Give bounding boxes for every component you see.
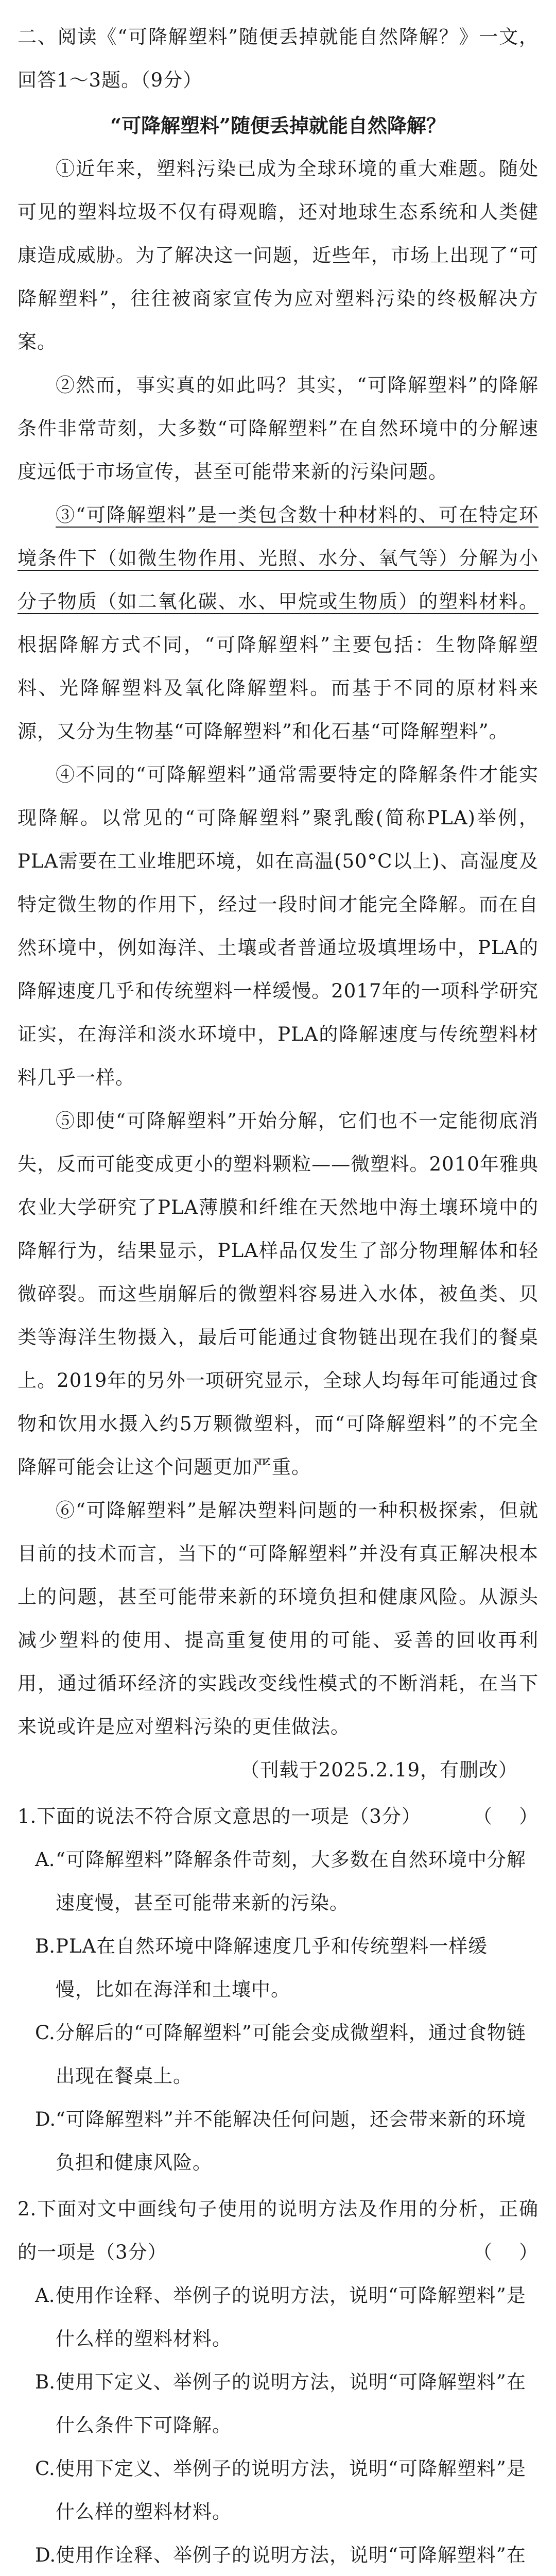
- section-intro: 二、阅读《“可降解塑料”随便丢掉就能自然降解？》一文，回答1～3题。（9分）: [18, 26, 538, 91]
- paragraph-4: ④不同的“可降解塑料”通常需要特定的降解条件才能实现降解。以常见的“可降解塑料”聚乳酸(简称PLA)举例，PLA需要在工业堆肥环境，如在高温(50°C以上)、高湿度及特定微生物的作用下，经过一段时间才能完全降解。而在自然环境中，例如海洋、土壤或者普通垃圾填埋场中，PLA的降解速度几乎和传统塑料一样缓慢。2017年的一项科学研究证实，在海洋和淡水环境中，PLA的降解速度与传统塑料材料几乎一样。: [18, 764, 538, 1089]
- question-stem: [18, 2188, 538, 2274]
- option-text: 使用作诠释、举例子的说明方法，说明“可降解塑料”是什么样的塑料材料。: [56, 2284, 526, 2350]
- paragraph-1: ①近年来，塑料污染已成为全球环境的重大难题。随处可见的塑料垃圾不仅有碍观瞻，还对地球生态系统和人类健康造成威胁。为了解决这一问题，近些年，市场上出现了“可降解塑料”，往往被商家宣传为应对塑料污染的终极解决方案。: [18, 158, 538, 353]
- option-key: B.: [35, 1935, 55, 1957]
- option-text: 使用下定义、举例子的说明方法，说明“可降解塑料”在什么条件下可降解。: [56, 2371, 526, 2436]
- paragraph-5: ⑤即使“可降解塑料”开始分解，它们也不一定能彻底消失，反而可能变成更小的塑料颗粒——微塑料。2010年雅典农业大学研究了PLA薄膜和纤维在天然地中海土壤环境中的降解行为，结果显示，PLA样品仅发生了部分物理解体和轻微碎裂。而这些崩解后的微塑料容易进入水体，被鱼类、贝类等海洋生物摄入，最后可能通过食物链出现在我们的餐桌上。2019年的另外一项研究显示，全球人均每年可能通过食物和饮用水摄入约5万颗微塑料，而“可降解塑料”的不完全降解可能会让这个问题更加严重。: [18, 1110, 538, 1478]
- paragraph-3-rest: 根据降解方式不同，“可降解塑料”主要包括：生物降解塑料、光降解塑料及氧化降解塑料。而基于不同的原材料来源，又分为生物基“可降解塑料”和化石基“可降解塑料”。: [18, 634, 538, 742]
- option-key: B.: [35, 2371, 55, 2393]
- option-b[interactable]: [18, 2361, 538, 2447]
- paragraph-3: [18, 494, 538, 753]
- option-text: 分解后的“可降解塑料”可能会变成微塑料，通过食物链出现在餐桌上。: [56, 2022, 526, 2087]
- option-key: A.: [35, 2284, 55, 2307]
- answer-paren[interactable]: （ ）: [473, 1805, 538, 1827]
- option-c[interactable]: [18, 2447, 538, 2534]
- option-d[interactable]: [18, 2534, 538, 2576]
- option-text: 使用作诠释、举例子的说明方法，说明“可降解塑料”在: [56, 2544, 526, 2566]
- underlined-sentence: ③“可降解塑料”是一类包含数十种材料的、可在特定环境条件下（如微生物作用、光照、水分、氧气等）分解为小分子物质（如二氧化碳、水、甲烷或生物质）的塑料材料。: [18, 504, 538, 613]
- option-text: “可降解塑料”并不能解决任何问题，还会带来新的环境负担和健康风险。: [56, 2108, 526, 2174]
- option-key: D.: [35, 2544, 56, 2566]
- option-a[interactable]: [18, 1838, 538, 1925]
- option-key: C.: [35, 2022, 55, 2044]
- question-1: [18, 1795, 538, 2184]
- option-text: “可降解塑料”降解条件苛刻，大多数在自然环境中分解速度慢，甚至可能带来新的污染。: [56, 1849, 526, 1914]
- article-title: “可降解塑料”随便丢掉就能自然降解？: [110, 114, 446, 137]
- question-stem-row: [18, 1795, 538, 1838]
- answer-paren[interactable]: （ ）: [473, 2241, 538, 2263]
- source-note: （刊载于2025.2.19，有删改）: [240, 1759, 518, 1781]
- option-text: 使用下定义、举例子的说明方法，说明“可降解塑料”是什么样的塑料材料。: [56, 2458, 526, 2523]
- paragraph-6: ⑥“可降解塑料”是解决塑料问题的一种积极探索，但就目前的技术而言，当下的“可降解塑料”并没有真正解决根本上的问题，甚至可能带来新的环境负担和健康风险。从源头减少塑料的使用、提高重复使用的可能、妥善的回收再利用，通过循环经济的实践改变线性模式的不断消耗，在当下来说或许是应对塑料污染的更佳做法。: [18, 1499, 538, 1738]
- option-a[interactable]: [18, 2274, 538, 2361]
- option-d[interactable]: [18, 2098, 538, 2184]
- option-text: PLA在自然环境中降解速度几乎和传统塑料一样缓慢，比如在海洋和土壤中。: [56, 1935, 488, 2001]
- question-2: [18, 2188, 538, 2576]
- question-stem-text: 2.下面对文中画线句子使用的说明方法及作用的分析，正确的一项是（3分）: [18, 2198, 538, 2263]
- option-key: A.: [35, 1849, 55, 1871]
- paragraph-2: ②然而，事实真的如此吗？其实，“可降解塑料”的降解条件非常苛刻，大多数“可降解塑料”在自然环境中的分解速度远低于市场宣传，甚至可能带来新的污染问题。: [18, 374, 538, 483]
- option-c[interactable]: [18, 2011, 538, 2098]
- option-key: C.: [35, 2458, 55, 2480]
- question-stem: 1.下面的说法不符合原文意思的一项是（3分）: [18, 1805, 421, 1827]
- option-b[interactable]: [18, 1925, 538, 2011]
- option-key: D.: [35, 2108, 56, 2130]
